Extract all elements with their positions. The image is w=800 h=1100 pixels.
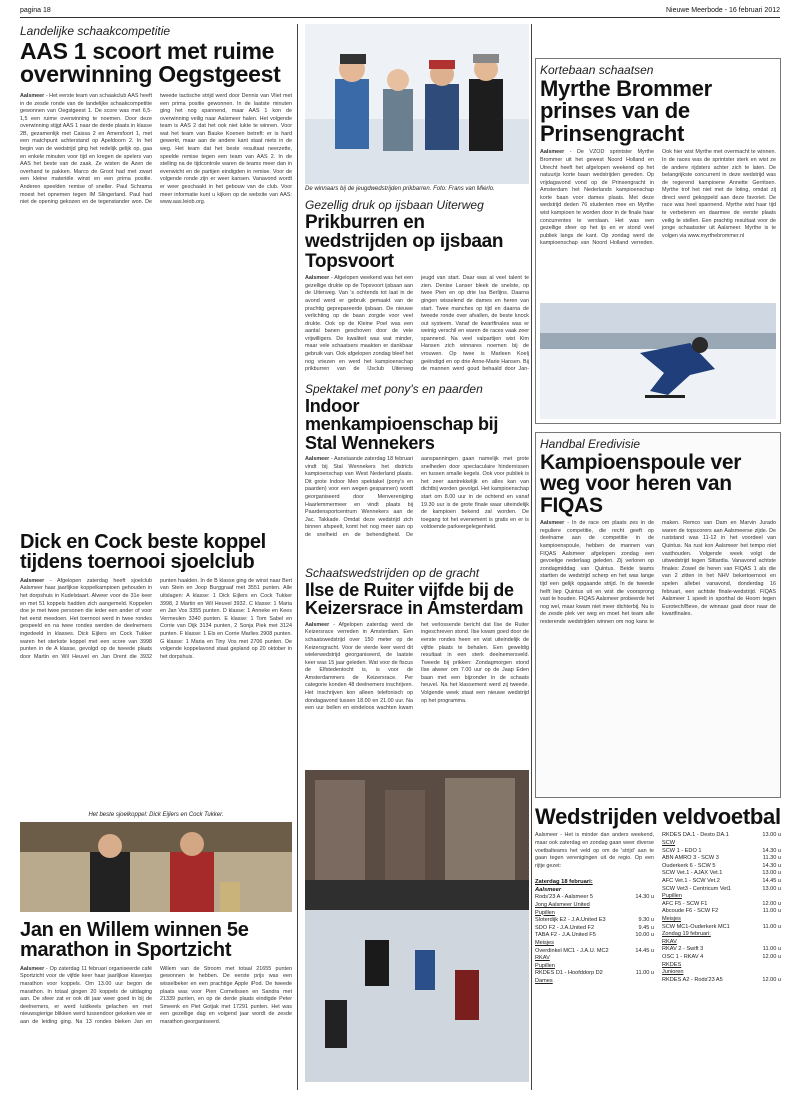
fixture-row <box>535 948 654 956</box>
fixture-match: OSC 1 - RKAV 4 <box>662 953 704 960</box>
fixture-row <box>662 878 781 886</box>
article-body <box>20 578 292 798</box>
fixture-row <box>662 855 781 863</box>
fixture-time: 9.45 u <box>638 924 654 931</box>
fixture-row <box>662 893 781 901</box>
fixture-row <box>535 894 654 902</box>
fixture-row <box>535 940 654 948</box>
fixture-match: RKAV <box>662 938 677 945</box>
fixture-time: 13.00 u <box>762 870 781 877</box>
page-header <box>20 6 780 18</box>
fixture-time: 11.00 u <box>762 908 781 915</box>
fixture-match: Pupillen <box>535 909 555 916</box>
fixture-row <box>535 970 654 978</box>
article-headline: Dick en Cock beste koppel tijdens toernooi sjoelclub <box>20 532 266 574</box>
article-headline: Kampioenspoule ver weg voor heren van FIQAS <box>540 451 742 517</box>
article-body <box>540 149 776 315</box>
fixture-match: AFC Vet.1 - SCW Vet.2 <box>662 878 720 884</box>
fixture-match: RKAV 2 - Swift 3 <box>662 946 704 953</box>
fixture-time: 11.30 u <box>762 855 781 862</box>
article-kicker: Gezellig druk op ijsbaan Uiterweg <box>305 198 484 212</box>
fixture-time: 14.30 u <box>635 894 654 901</box>
fixture-row <box>662 931 781 939</box>
fixture-row <box>662 832 781 840</box>
fixture-row <box>535 955 654 963</box>
fixtures-section-title: Zaterdag 18 februari: <box>535 879 593 886</box>
fixture-row <box>662 908 781 916</box>
article-text: - Afgelopen weekend was het een gezellige drukte op de Topsvoort ijsbaan aan de Uiterweg. Van 's ochtends tot laat in de avond werd er gebruik gemaakt van de prachtig geprepareerde ijsbaan. De nieuwe verlichting op de baan zorgde voor veel drukte. Ook op de Kleine Poel was een aantal banen geschoven door de vele vrijwilligers. De kwaliteit was wat minder, maar vele schaatsers maakten er dankbaar gebruik van. Ook afgelopen zondag bleef het nog vriezen en werd het kampioenschap prikburren van de IJsclub Uiterweg jeugd van start. Daar was al veel talent te zien. Denise Lanser bleek de snelste, op twee Pien en op drie Isa Berlijns. Daarna gingen wisselend de dames en heren van start. Twee manches op tijd en daarna de tweede ronde over afvallen, de beste knock out systeem. Vanaf de kwartfinales was er weinig verschil en waren de races vaak zeer spannend. Na veel valpartijen wist Kim Hansen zich winnares noemen bij de vrouwen. Op twee is Marleen Koelj geëindigd en op drie Anne-Marie Hansen. Bij de mannen werd goud behaald door Jan- <box>305 275 529 373</box>
column-rule <box>531 24 532 1090</box>
article-lead: Aalsmeer <box>20 965 45 972</box>
fixture-row <box>662 954 781 962</box>
fixture-match: RKDES A2 - Rods'23 A5 <box>662 976 723 983</box>
fixture-match: SCW MC1-Ouderkerk MC1 <box>662 923 730 930</box>
fixture-match: ABN AMRO 3 - SCW 3 <box>662 855 719 862</box>
article-headline: Wedstrijden veldvoetbal <box>535 806 781 829</box>
fixture-row <box>662 916 781 924</box>
fixture-row <box>662 870 781 878</box>
fixture-match: Sloterdijk E2 - J.A.United E3 <box>535 917 606 924</box>
fixtures-right-list <box>662 832 781 985</box>
article-lead: Aalsmeer <box>305 275 330 282</box>
fixture-row <box>535 910 654 918</box>
fixture-time: 11.00 u <box>762 946 781 953</box>
fixture-row <box>662 962 781 970</box>
fixture-time: 11.00 u <box>635 970 654 977</box>
article-keizersrace <box>305 566 529 766</box>
article-lead: Aalsmeer <box>540 149 565 156</box>
fixture-row <box>662 969 781 977</box>
photo-skater-image <box>540 303 776 419</box>
fixture-match: SCW Vet3 - Centricum Vet1 <box>662 885 732 892</box>
fixture-match: Ouderkerk 6 - SCW 5 <box>662 862 716 869</box>
article-prikburren <box>305 198 529 374</box>
article-text: - De VZOD sprintster Myrthe Brommer uit het gewest Noord Holland en Utrecht heeft het afgelopen weekend op het natuurijs korte baan wedstrijden gereden. Op vrijdagavond vond op de Prinsengracht in Amsterdam het Nederlands kampioenschap korte baan voor dames plaats. Met deze wedstrijd deden 76 studenten mee en Myrthe wist kampioen te worden door in de finale haar concurrentes te verslaan. Het was een gezellige sfeer op het ijs en er stond veel publiek langs de kant. Op zondag werd de kampioenschap van Noord Holland verreden. Ook hier wist Myrthe met overmacht te winnen. In de races was de sprintster sterk en wist ze de andere rijdsters achter zich te laten. De belangrijkste concurrent in deze wedstrijd was de regerend kampioene Annette Gerritsen. Myrthe trof het niet met de loting, omdat zij direct werd gekoppeld aan deze favoriet. De race was heel spannend. Myrthe wist haar tijd te verbeteren en daarmee de eerste plaats veilig te stellen. Een prachtig resultaat voor de jonge schaatsster uit Aalsmeer. Myrthe is te volgen via www.myrthebrommer.nl <box>540 149 776 247</box>
fixture-time: 14.30 u <box>762 862 781 869</box>
fixture-row <box>662 924 781 932</box>
fixture-row <box>662 946 781 954</box>
article-sjoelclub <box>20 532 292 812</box>
fixture-match: Jong Aalsmeer United <box>535 902 590 909</box>
fixture-row <box>535 932 654 940</box>
article-headline: Prikburren en wedstrijden op ijsbaan Topsvoort <box>305 212 504 272</box>
fixture-row <box>535 978 654 986</box>
fixture-match: RKAV <box>535 955 550 962</box>
fixture-match: SDO F2 - J.A.United F2 <box>535 924 595 931</box>
article-headline: Ilse de Ruiter vijfde bij de Keizersrace in Amsterdam <box>305 580 524 619</box>
fixtures-section-sub: Aalsmeer <box>535 887 562 894</box>
article-handbal-fiqas <box>535 432 781 798</box>
fixture-row <box>535 917 654 925</box>
fixture-time: 10.00 u <box>635 932 654 939</box>
photo-keizersgracht <box>305 770 529 1082</box>
article-kicker: Kortebaan schaatsen <box>540 63 654 77</box>
article-text: - Het eerste team van schaakclub AAS heeft in de zesde ronde van de landelijke schaakcompetitie gewonnen van Oegstgeest 1. De score was met 6,5-1,5 een ruime overwinning te noemen. Door deze overwinning stijgt AAS 1 naar de derde plaats in klasse 2B, gezamenlijk met Caissa 2 en Amersfoort 1, met een matchpunt achterstand op Apeldoorn 2. In het begin van de wedstrijd ging het redelijk gelijk op, gaa en enkele minuten voor tijd en kregen de spelers van AAS het beste van de zaak. Ze wisten de Azen de overhand te pakken. Marco de Groot had met zwart een kleine materiële winst en een prima positie. Anderen speelden remise of sneller. Paul Schrama moest het opnemen tegen IM Slingerland. Paul had niet de opening gekozen en de tegenstander won. De tweede tactische strijd werd door Dennis van Vliet met een prima positie gewonnen. In de laatste minuten ging het nog spannend, maar AAS 1 kon de overwinning veilig naar Aalsmeer halen. Het volgende team is AAS 2 dat het ook niet lukte te winnen. Voor wat het team van Bauke Koenen betreft: er is hard gewerkt, maar aan de andere kant staat niets in de weg. Het team dat het beste resultaat neerzette, speelde remise tegen een team van AAS 2. In de stelling na de tijdcontrole waren de teams meer dan in evenwicht en de partijen eindigden in remise. Voor de volgende ronde zijn er weer kansen. Vanavond wordt er weer geschaakt in het gebouw van de club. Voor meer informatie kunt u kijken op de website van AAS: www.aas.leiob.org. <box>20 92 292 206</box>
article-body <box>20 93 292 513</box>
photo-sjoel-winners <box>20 822 292 912</box>
article-kicker: Spektakel met pony's en paarden <box>305 382 483 396</box>
article-text: - Afgelopen zaterdag werd de Keizersrace verreden in Amsterdam. Een schaatswedstrijd over 150 meter op de Keizersgracht. Voor de vierde keer werd dit wielerwedstrijd georganiseerd, de laatste keer was 15 jaar geleden. Wat voor de fiscus de Elfstedentocht is, is voor de Amsterdammers de Keizersrace. Per categorie konden 48 deelnemers inschrijven. Het inschrijven kon alleen telefonisch op dondagavond tussen 18.00 en 21.00 uur. Na een uur bellen en eindeloos wachten kwam het verlossende bericht dat Ilse de Ruiter ingeschreven stond. Ilse kwam goed door de eerste rondes heen en wist uiteindelijk de vijfde plaats te behalen. Een geweldig resultaat in een sterk deelnemersveld. Tweede bij prikken: Zondagmorgen stond Ilse alweer om 7.00 uur op de Jaap Eden baan met een bijzonder in de schaats heuvel. Na het klassement werd zij tweede. Volgende week staat een nieuwe wedstrijd op het programma. <box>305 621 529 712</box>
article-kicker: Handbal Eredivisie <box>540 437 641 451</box>
photo-sjoel-image <box>20 822 292 912</box>
fixture-match: Rods'23 A - Aalsmeer 5 <box>535 894 593 901</box>
paper-date: Nieuwe Meerbode - 16 februari 2012 <box>665 7 780 14</box>
fixture-time: 14.45 u <box>762 878 781 884</box>
article-headline: Indoor menkampioenschap bij Stal Wennekers <box>305 396 499 453</box>
article-veldvoetbal <box>535 806 781 1090</box>
photo-jeugdwedstrijden <box>305 24 529 184</box>
fixture-row <box>662 848 781 856</box>
page-number: pagina 18 <box>20 7 51 14</box>
article-myrthe-brommer <box>535 58 781 424</box>
fixtures-left-column <box>535 832 654 985</box>
article-lead: Aalsmeer <box>305 456 330 463</box>
article-lead: Aalsmeer <box>305 621 330 628</box>
fixture-match: Abcoude F6 - SCW F2 <box>662 908 719 915</box>
fixture-time: 14.30 u <box>762 847 781 854</box>
fixture-match: Meisjes <box>662 915 681 922</box>
article-kicker: Schaatswedstrijden op de gracht <box>305 566 480 580</box>
fixture-row <box>535 925 654 933</box>
article-kicker: Landelijke schaakcompetitie <box>20 24 171 38</box>
fixture-match: Pupillen <box>662 893 682 900</box>
article-text: - Op zaterdag 11 februari organiseerde café Sportzicht voor de vijfde keer haar jaarlijkse klaverjas marathon voor koppels. Om 13.00 uur begon de marathon. In totaal gingen 20 koppels de uitdaging aan. De sfeer zat er ook dit jaar weer goed in bij de deelnemers, er werd luidkeels gelachen en met nieuwsgierige blikken werd tussendoor gekeken wie er aan de leiding ging. Na 13 rondes bleken Jan en Willem van de Stroom met totaal 21655 punten gewonnen te hebben. De eerste prijs was een wisselbeker en een prachtige Apple iPod. De tweede plaats was voor Pien Cornelissen en Sandra met 21339 punten, en op de derde plaats eindigde Peter Smeenk en Piet Gotjak met 17291 punten. Het was een gezellige dag en volgend jaar wordt de zesde marathon georganiseerd. <box>20 965 292 1025</box>
article-body <box>20 966 292 1076</box>
fixture-match: Pupillen <box>535 962 555 969</box>
fixture-match: RKDES <box>662 961 682 968</box>
article-menkampioenschap <box>305 382 529 558</box>
fixture-match: SCW <box>662 840 676 847</box>
fixture-row <box>662 863 781 871</box>
fixture-match: Junioren <box>662 969 684 976</box>
fixture-time: 12.00 u <box>762 976 781 983</box>
fixture-match: Zondag 19 februari: <box>662 931 711 938</box>
fixture-time: 11.00 u <box>762 923 781 930</box>
article-lead: Aalsmeer <box>20 92 45 99</box>
article-lead: Aalsmeer <box>20 577 45 584</box>
fixture-row <box>662 886 781 894</box>
article-headline: AAS 1 scoort met ruime overwinning Oegstgeest <box>20 38 281 88</box>
article-body <box>305 622 529 762</box>
article-text: - In de race om plaats zes in de reguliere competitie, die recht geeft op deelname aan de competitie in de kampioenspoule, hebben de mannen van FIQAS Aalsmeer afgelopen zondag een gevoelige nederlaag geleden. Zij verloren op zondagmiddag van Quintus. Beide teams startten de wedstrijd scherp en het was lange tijd een gelijk opgaande strijd. In de tweede helft liep Quintus uit en wist die voorsprong vast te houden. FIQAS Aalsmeer probeerde het nog wel, maar kwam niet meer dichterbij. Nu is de zesde plek ver weg en moet het team alle resterende wedstrijden winnen om nog kans te maken. Remco van Dam en Marvin Jurado waren de topscorers aan Aalsmeerse zijde. De ruststand was 11-12 in het voordeel van Quintus. Na rust kon Aalsmeer het tempo niet vasthouden. Volgende week volgt de uitwedstrijd tegen Sittardia. Vanavond achtste finales: Zowel de heren van FIQAS 1 als die van 2 zitten in het NHV bekertoernooi en spelen allebei vanavond, donderdag 16 februari, een achtste finale-wedstrijd. FIQAS Aalsmeer 1 speelt in sporthal de Hoorn tegen Eurotech/Beve, de winnaar gaat door naar de kwartfinales. <box>540 520 776 625</box>
fixture-time: 14.45 u <box>635 947 654 954</box>
fixture-row <box>535 902 654 910</box>
fixture-match: TABA F2 - J.A.United F5 <box>535 932 596 939</box>
fixture-row <box>662 977 781 985</box>
fixture-match: SCW Vet.1 - AJAX Vet.1 <box>662 870 723 877</box>
fixture-match: AFC F5 - SCW F1 <box>662 900 708 907</box>
article-headline: Jan en Willem winnen 5e marathon in Sportzicht <box>20 920 249 962</box>
fixture-match: Overdinkel MC1 - J.A.U. MC2 <box>535 947 609 954</box>
fixture-match: Dames <box>535 977 553 984</box>
fixtures-left-list <box>535 894 654 985</box>
fixture-row <box>662 901 781 909</box>
column-rule <box>297 24 298 1090</box>
fixture-match: RKDES DA.1 - Desto DA.1 <box>662 832 729 839</box>
photo-myrthe-skating <box>540 303 776 419</box>
article-body <box>540 520 776 798</box>
photo-canal-image <box>305 770 529 1082</box>
fixture-row <box>535 963 654 971</box>
article-text: - Aanstaande zaterdag 18 februari vindt bij Stal Wennekers het districts kampioenschap van West Nederland plaats. Dit grote Indoor Men spektakel (pony's en paarden) voor een wegen gespannen) wordt georganiseerd door Menvereniging Haarlemmermeer en vindt plaats bij Paardensportcentrum Wennekers aan de Jac. Takkade. Omdat deze wedstrijd zich binnen afspeelt, komt het nog meer aan op de snelheid en de behendigheid. De aanspanningen gaan namelijk met grote snelheden door spectaculaire hindernissen en tussen smalle kegels. Ook voor publiek is het zeer aantrekkelijk en alles kan van dichtbij worden gevolgd. Het kampioenschap start om 8.00 uur in de ochtend en vanaf 19.30 uur is de grote finale waar uiteindelijk de kampioen bekend zal worden. De toegang tot het evenement is gratis en er is voldoende parkeergelegenheid. <box>305 456 529 539</box>
fixtures-intro: Aalsmeer - Het is minder dan anders weekend, maar ook zaterdag en zondag gaan weer diverse voetbalteams het veld op om de 'strijd' aan te gaan tegen verenigingen uit de regio. Op een rijtje gezet: <box>535 832 654 869</box>
article-body <box>305 456 529 558</box>
article-lead: Aalsmeer <box>540 520 565 527</box>
photo-caption: Het beste sjoelkoppel: Dick Eijlers en Cock Tukker. <box>88 812 224 818</box>
article-marathon <box>20 920 292 1090</box>
fixture-time: 12.00 u <box>762 900 781 907</box>
article-body <box>305 275 529 374</box>
photo-caption: De winnaars bij de jeugdwedstrijden prikbarren. Foto: Frans van Mierlo. <box>305 186 495 192</box>
fixture-time: 12.00 u <box>762 953 781 960</box>
photo-kids-image <box>305 24 529 184</box>
fixture-time: 13.00 u <box>762 885 781 892</box>
article-headline: Myrthe Brommer prinses van de Prinsengracht <box>540 76 712 146</box>
fixture-match: SCW 1 - EDO 1 <box>662 847 702 854</box>
article-text: - Afgelopen zaterdag heeft sjoelclub Aalsmeer haar jaarlijkse koppelkampioen gehouden in het dorpshuis in Kudelstaart. Alweer voor de 31e keer en met 51 koppels hadden zich aangemeld. Koppelen doe je met twee personen die ieder een ander of voor het eerst meedoen. Het toernooi werd in twee rondes gespeeld en na twee rondes werden de deelnemers ingedeeld in klasses. Dick Eijlers en Cock Tukker waren het sterkste koppel met een score van 3998 punten in de A klasse, gevolgd op de tweede plaats door Martin en Wil Heuvel en Jan Drent die 3932 punten haalden. In de B klasse ging de winst naar Bert van Stein en Joop Burggraaf met 3551 punten. Alle uitslagen: A klasse: 1 Dick Eijlers en Cock Tukker 3998, 2 Martin en Wil Heuvel 3932. C klasse: 1 Maria en Jan Vos 3355 punten. D klasse: 1 Anneke en Kees Vermeulen 3340 punten. E klasse: 1 Tom Sabel en Corrie van Dijk 3134 punten, 2 Sonja Piek met 3124 punten. F klasse: 1 Els en Corrie Marlies 2908 punten. G klasse: 1 Maria en Tiny Vos met 2706 punten. De volgende koppelavond staat gepland op 20 oktober in het dorpshuis. <box>20 577 292 660</box>
fixture-time: 13.00 u <box>762 832 781 839</box>
fixture-row <box>662 840 781 848</box>
fixture-row <box>662 939 781 947</box>
fixture-match: RKDES D1 - Hoofddorp D2 <box>535 970 603 977</box>
fixture-match: Meisjes <box>535 940 554 946</box>
article-aas-schaak <box>20 24 292 524</box>
fixture-time: 9.30 u <box>638 917 654 924</box>
